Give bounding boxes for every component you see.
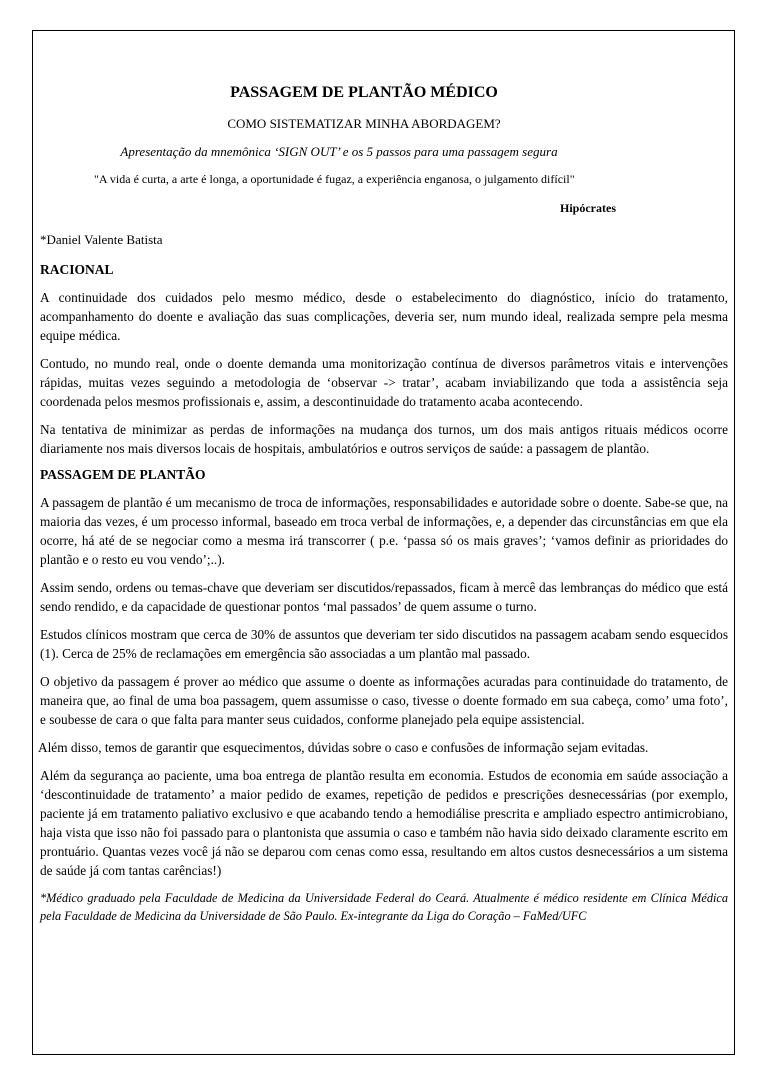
paragraph: Contudo, no mundo real, onde o doente demanda uma monitorização contínua de diversos parâmetros vitais e intervenções rápidas, muitas vezes seguindo a metodologia de ‘observar -> tratar’, acabam inviabilizando que toda a assistência seja coordenada pelos mesmos profissionais e, assim, a descontinuidade do tratamento acaba acontecendo. bbox=[40, 356, 728, 409]
document-subtitle: COMO SISTEMATIZAR MINHA ABORDAGEM? bbox=[227, 116, 501, 131]
epigraph-quote: "A vida é curta, a arte é longa, a oportunidade é fugaz, a experiência enganosa, o julgamento difícil" bbox=[94, 172, 575, 186]
paragraph: A continuidade dos cuidados pelo mesmo médico, desde o estabelecimento do diagnóstico, início do tratamento, acompanhamento do doente e avaliação das suas complicações, deveria ser, num mundo ideal, realizada sempre pela mesma equipe médica. bbox=[40, 290, 728, 343]
document-title: PASSAGEM DE PLANTÃO MÉDICO bbox=[230, 84, 498, 101]
paragraph: O objetivo da passagem é prover ao médico que assume o doente as informações acuradas para continuidade do tratamento, de maneira que, ao final de uma boa passagem, quem assumisse o caso, tivesse o doente formado em sua cabeça, como’ uma foto’, e soubesse de cara o que falta para manter seus cuidados, conforme planejado pela equipe assistencial. bbox=[40, 674, 728, 727]
paragraph: Além da segurança ao paciente, uma boa entrega de plantão resulta em economia. Estudos de economia em saúde associação a ‘descontinuidade de tratamento’ a maior pedido de exames, repetição de pedidos e prescrições desnecessárias (por exemplo, paciente já em tratamento paliativo exclusivo e que acabando tendo a hemodiálise prescrita e ampliado espectro antimicrobiano, haja vista que isso não foi passado para o plantonista que assumia o caso e também não havia sido deixado claramente escrito em prontuário. Quantas vezes você já não se deparou com cenas como essa, resultando em altos custos desnecessários a um sistema de saúde já com tantas carências!) bbox=[40, 768, 728, 878]
author-footnote: *Médico graduado pela Faculdade de Medicina da Universidade Federal do Ceará. Atualmente é médico residente em Clínica Médica pela Faculdade de Medicina da Universidade de São Paulo. Ex-integrante da Liga do Coração – FaMed/UFC bbox=[40, 891, 728, 923]
section-heading-racional: RACIONAL bbox=[40, 262, 114, 277]
paragraph: A passagem de plantão é um mecanismo de troca de informações, responsabilidades e autoridade sobre o doente. Sabe-se que, na maioria das vezes, é um processo informal, baseado em troca verbal de informações, e, a depender das circunstâncias em que ela ocorre, há até de se negociar como a mesma irá transcorrer ( p.e. ‘passa só os mais graves’; ‘vamos definir as prioridades do plantão e o resto eu vou vendo’;..). bbox=[40, 495, 728, 567]
section-heading-passagem: PASSAGEM DE PLANTÃO bbox=[40, 467, 206, 482]
paragraph: Estudos clínicos mostram que cerca de 30% de assuntos que deveriam ter sido discutidos na passagem acabam sendo esquecidos (1). Cerca de 25% de reclamações em emergência são associadas a um plantão mal passado. bbox=[40, 627, 728, 661]
document-body bbox=[40, 84, 728, 925]
paragraph: Além disso, temos de garantir que esquecimentos, dúvidas sobre o caso e confusões de informação sejam evitadas. bbox=[38, 740, 649, 755]
epigraph-author: Hipócrates bbox=[560, 201, 616, 215]
paragraph: Assim sendo, ordens ou temas-chave que deveriam ser discutidos/repassados, ficam à mercê das lembranças do médico que está sendo rendido, e da capacidade de questionar pontos ‘mal passados’ de quem assume o turno. bbox=[40, 580, 728, 614]
paragraph: Na tentativa de minimizar as perdas de informações na mudança dos turnos, um dos mais antigos rituais médicos ocorre diariamente nos mais diversos locais de hospitais, ambulatórios e outros serviços de saúde: a passagem de plantão. bbox=[40, 422, 728, 456]
author-byline: *Daniel Valente Batista bbox=[40, 232, 163, 247]
presentation-line: Apresentação da mnemônica ‘SIGN OUT’ e os 5 passos para uma passagem segura bbox=[120, 144, 558, 159]
